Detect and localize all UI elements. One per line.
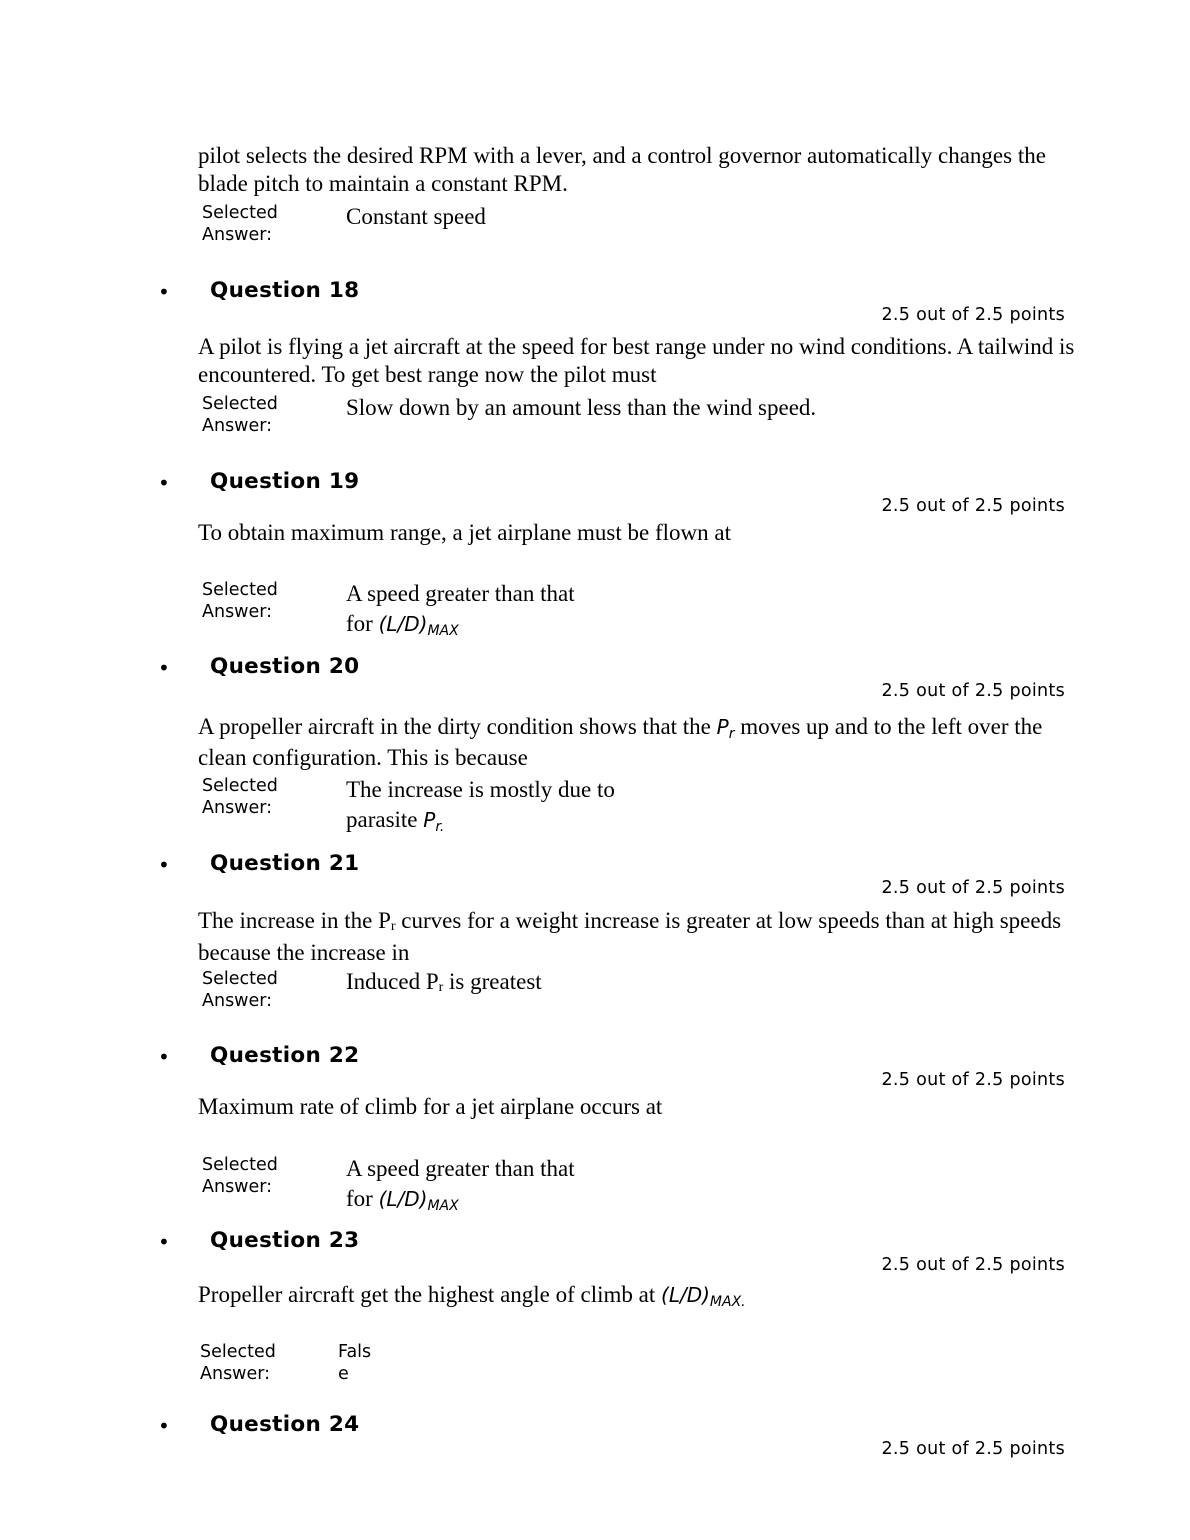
answer-text: for: [346, 611, 379, 636]
math-expression: (L/D): [378, 1187, 428, 1211]
text-run: Propeller aircraft get the highest angle of climb at: [198, 1282, 662, 1307]
question-title: Question 21: [210, 851, 360, 876]
points-score: 2.5 out of 2.5 points: [881, 1070, 1065, 1090]
answer-line: [346, 806, 646, 837]
math-subscript: MAX: [427, 1198, 459, 1214]
label-line: Answer:: [202, 991, 273, 1011]
question-text-line: clean configuration. This is because: [198, 745, 528, 770]
bullet: •: [158, 853, 170, 877]
points-score: 2.5 out of 2.5 points: [881, 1255, 1065, 1275]
points-score: 2.5 out of 2.5 points: [881, 496, 1065, 516]
selected-answer-label: [202, 579, 312, 623]
math-symbol: P: [716, 715, 729, 739]
label-line: Selected: [202, 1155, 278, 1175]
bullet: •: [158, 1230, 170, 1254]
question-text-line: [198, 907, 1098, 939]
math-subscript: MAX.: [709, 1294, 746, 1310]
selected-answer-value: [346, 1155, 646, 1216]
selected-answer-label: [202, 968, 312, 1012]
question-title: Question 22: [210, 1043, 360, 1068]
answer-line: e: [338, 1364, 349, 1384]
math-expression: (L/D): [661, 1283, 710, 1307]
selected-answer-value: Constant speed: [346, 204, 486, 229]
label-line: Selected: [202, 394, 278, 414]
question-text: [198, 907, 1098, 967]
answer-line: [346, 610, 646, 641]
answer-line: A speed greater than that: [346, 1156, 575, 1181]
selected-answer-label: [202, 1154, 312, 1198]
label-line: Selected: [202, 580, 278, 600]
label-line: Answer:: [202, 1177, 273, 1197]
math-subscript: .: [439, 819, 445, 835]
answer-line: [346, 1185, 646, 1216]
answer-text: parasite: [346, 807, 424, 832]
question-text: [198, 1281, 1098, 1312]
bullet: •: [158, 1414, 170, 1438]
selected-answer-label: [202, 202, 312, 246]
answer-text: for: [346, 1186, 379, 1211]
question-title: Question 19: [210, 469, 360, 494]
math-subscript: r: [728, 726, 735, 742]
bullet: •: [158, 656, 170, 680]
question-title: Question 24: [210, 1412, 360, 1437]
math-symbol: P: [423, 808, 436, 832]
question-title: Question 18: [210, 278, 360, 303]
points-score: 2.5 out of 2.5 points: [881, 305, 1065, 325]
selected-answer-label: [202, 393, 312, 437]
question-text-line: [198, 713, 1098, 744]
selected-answer-label: [200, 1341, 310, 1385]
label-line: Selected: [202, 969, 278, 989]
question-title: Question 20: [210, 654, 360, 679]
answer-text: is greatest: [443, 969, 542, 994]
question-text: Maximum rate of climb for a jet airplane occurs at: [198, 1094, 663, 1119]
label-line: Answer:: [200, 1364, 271, 1384]
selected-answer-value: Slow down by an amount less than the wind speed.: [346, 395, 817, 420]
subscript: r: [438, 980, 444, 995]
bullet: •: [158, 280, 170, 304]
bullet: •: [158, 471, 170, 495]
text-run: A propeller aircraft in the dirty condition shows that the: [198, 714, 717, 739]
selected-answer-label: [202, 775, 312, 819]
selected-answer-value: [346, 968, 646, 1000]
question-text: [198, 713, 1098, 772]
subscript: r: [390, 919, 396, 934]
selected-answer-value: [346, 776, 646, 837]
text-run: moves up and to the left over the: [734, 714, 1043, 739]
label-line: Answer:: [202, 225, 273, 245]
selected-answer-value: [346, 580, 646, 641]
answer-line: Fals: [338, 1342, 372, 1362]
label-line: Selected: [200, 1342, 276, 1362]
label-line: Answer:: [202, 416, 273, 436]
math-subscript: MAX: [427, 623, 459, 639]
question-text: To obtain maximum range, a jet airplane must be flown at: [198, 520, 731, 545]
selected-answer-value: [338, 1341, 398, 1385]
answer-text: Induced P: [346, 969, 439, 994]
question-17-text: [198, 142, 1098, 198]
text-run: curves for a weight increase is greater at low speeds than at high speeds: [395, 908, 1062, 933]
bullet: •: [158, 1045, 170, 1069]
points-score: 2.5 out of 2.5 points: [881, 878, 1065, 898]
question-text: [198, 333, 1098, 389]
question-text-line: blade pitch to maintain a constant RPM.: [198, 171, 568, 196]
points-score: 2.5 out of 2.5 points: [881, 681, 1065, 701]
answer-line: A speed greater than that: [346, 581, 575, 606]
label-line: Answer:: [202, 602, 273, 622]
label-line: Selected: [202, 776, 278, 796]
question-text-line: encountered. To get best range now the pilot must: [198, 362, 657, 387]
answer-line: The increase is mostly due to: [346, 777, 615, 802]
math-subscript: r: [435, 819, 440, 835]
text-run: The increase in the P: [198, 908, 391, 933]
label-line: Selected: [202, 203, 278, 223]
points-score: 2.5 out of 2.5 points: [881, 1439, 1065, 1459]
question-text-line: pilot selects the desired RPM with a lever, and a control governor automatically changes the: [198, 143, 1046, 168]
question-text-line: A pilot is flying a jet aircraft at the speed for best range under no wind conditions. A tailwind is: [198, 334, 1075, 359]
question-title: Question 23: [210, 1228, 360, 1253]
question-text-line: because the increase in: [198, 940, 410, 965]
math-expression: (L/D): [378, 612, 428, 636]
label-line: Answer:: [202, 798, 273, 818]
